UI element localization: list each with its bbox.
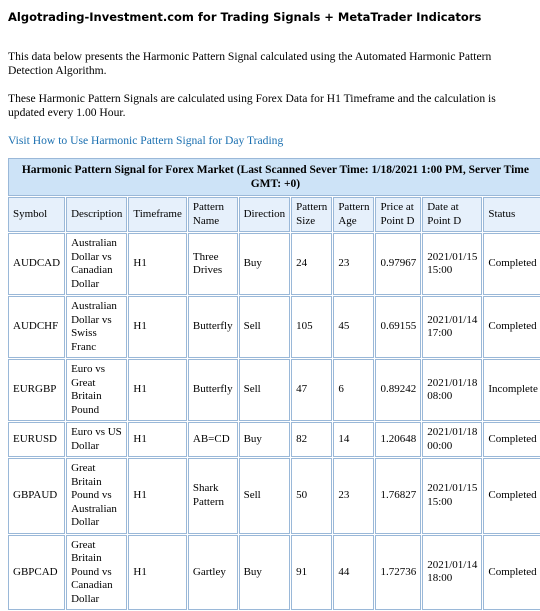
cell-date: 2021/01/18 00:00	[422, 422, 482, 457]
cell-status: Completed	[483, 535, 540, 611]
cell-timeframe: H1	[128, 233, 186, 295]
cell-description: Australian Dollar vs Swiss Franc	[66, 296, 127, 358]
table-row	[8, 296, 540, 358]
header-price-at-point-d: Price at Point D	[375, 197, 421, 232]
cell-pattern-size: 91	[291, 535, 332, 611]
cell-price: 0.69155	[375, 296, 421, 358]
header-symbol: Symbol	[8, 197, 65, 232]
cell-date: 2021/01/14 18:00	[422, 535, 482, 611]
cell-description: Euro vs Great Britain Pound	[66, 359, 127, 421]
cell-symbol: AUDCAD	[8, 233, 65, 295]
cell-status: Completed	[483, 296, 540, 358]
cell-pattern-name: Gartley	[188, 535, 238, 611]
timeframe-paragraph: These Harmonic Pattern Signals are calculated using Forex Data for H1 Timeframe and the calculation is updated every 1.00 Hour.	[8, 92, 496, 119]
cell-status: Completed	[483, 233, 540, 295]
cell-pattern-size: 47	[291, 359, 332, 421]
cell-direction: Sell	[239, 458, 291, 534]
intro-paragraph: This data below presents the Harmonic Pattern Signal calculated using the Automated Harmonic Pattern Detection Algorithm.	[8, 50, 492, 77]
cell-timeframe: H1	[128, 359, 186, 421]
cell-status: Completed	[483, 422, 540, 457]
table-caption: Harmonic Pattern Signal for Forex Market (Last Scanned Sever Time: 1/18/2021 1:00 PM, Server Time GMT: +0)	[8, 158, 540, 196]
cell-price: 1.20648	[375, 422, 421, 457]
cell-symbol: AUDCHF	[8, 296, 65, 358]
cell-price: 1.72736	[375, 535, 421, 611]
cell-pattern-size: 82	[291, 422, 332, 457]
harmonic-signal-table	[7, 157, 540, 611]
cell-description: Australian Dollar vs Canadian Dollar	[66, 233, 127, 295]
cell-pattern-age: 23	[333, 233, 374, 295]
cell-pattern-name: Butterfly	[188, 296, 238, 358]
cell-pattern-name: Three Drives	[188, 233, 238, 295]
cell-date: 2021/01/14 17:00	[422, 296, 482, 358]
cell-symbol: EURGBP	[8, 359, 65, 421]
cell-price: 0.97967	[375, 233, 421, 295]
cell-direction: Sell	[239, 359, 291, 421]
cell-timeframe: H1	[128, 422, 186, 457]
cell-pattern-age: 23	[333, 458, 374, 534]
cell-date: 2021/01/15 15:00	[422, 458, 482, 534]
table-row	[8, 233, 540, 295]
table-row	[8, 535, 540, 611]
cell-symbol: GBPAUD	[8, 458, 65, 534]
howto-link[interactable]: Visit How to Use Harmonic Pattern Signal for Day Trading	[8, 134, 284, 147]
cell-timeframe: H1	[128, 458, 186, 534]
cell-direction: Buy	[239, 233, 291, 295]
cell-symbol: GBPCAD	[8, 535, 65, 611]
table-header-row	[8, 197, 540, 232]
header-status: Status	[483, 197, 540, 232]
cell-status: Completed	[483, 458, 540, 534]
cell-price: 1.76827	[375, 458, 421, 534]
cell-pattern-age: 44	[333, 535, 374, 611]
cell-symbol: EURUSD	[8, 422, 65, 457]
cell-pattern-age: 14	[333, 422, 374, 457]
cell-pattern-size: 24	[291, 233, 332, 295]
cell-pattern-name: Shark Pattern	[188, 458, 238, 534]
cell-pattern-age: 45	[333, 296, 374, 358]
cell-description: Great Britain Pound vs Canadian Dollar	[66, 535, 127, 611]
cell-direction: Buy	[239, 422, 291, 457]
cell-price: 0.89242	[375, 359, 421, 421]
cell-pattern-size: 50	[291, 458, 332, 534]
header-pattern-age: Pattern Age	[333, 197, 374, 232]
table-row	[8, 458, 540, 534]
cell-date: 2021/01/15 15:00	[422, 233, 482, 295]
cell-status: Incomplete	[483, 359, 540, 421]
header-date-at-point-d: Date at Point D	[422, 197, 482, 232]
header-timeframe: Timeframe	[128, 197, 186, 232]
cell-date: 2021/01/18 08:00	[422, 359, 482, 421]
header-pattern-size: Pattern Size	[291, 197, 332, 232]
cell-description: Euro vs US Dollar	[66, 422, 127, 457]
site-title: Algotrading-Investment.com for Trading Signals + MetaTrader Indicators	[8, 10, 482, 24]
cell-pattern-name: AB=CD	[188, 422, 238, 457]
cell-direction: Buy	[239, 535, 291, 611]
cell-pattern-size: 105	[291, 296, 332, 358]
cell-timeframe: H1	[128, 535, 186, 611]
header-description: Description	[66, 197, 127, 232]
cell-description: Great Britain Pound vs Australian Dollar	[66, 458, 127, 534]
table-row	[8, 422, 540, 457]
cell-timeframe: H1	[128, 296, 186, 358]
cell-pattern-name: Butterfly	[188, 359, 238, 421]
header-direction: Direction	[239, 197, 291, 232]
cell-pattern-age: 6	[333, 359, 374, 421]
table-row	[8, 359, 540, 421]
header-pattern-name: Pattern Name	[188, 197, 238, 232]
cell-direction: Sell	[239, 296, 291, 358]
